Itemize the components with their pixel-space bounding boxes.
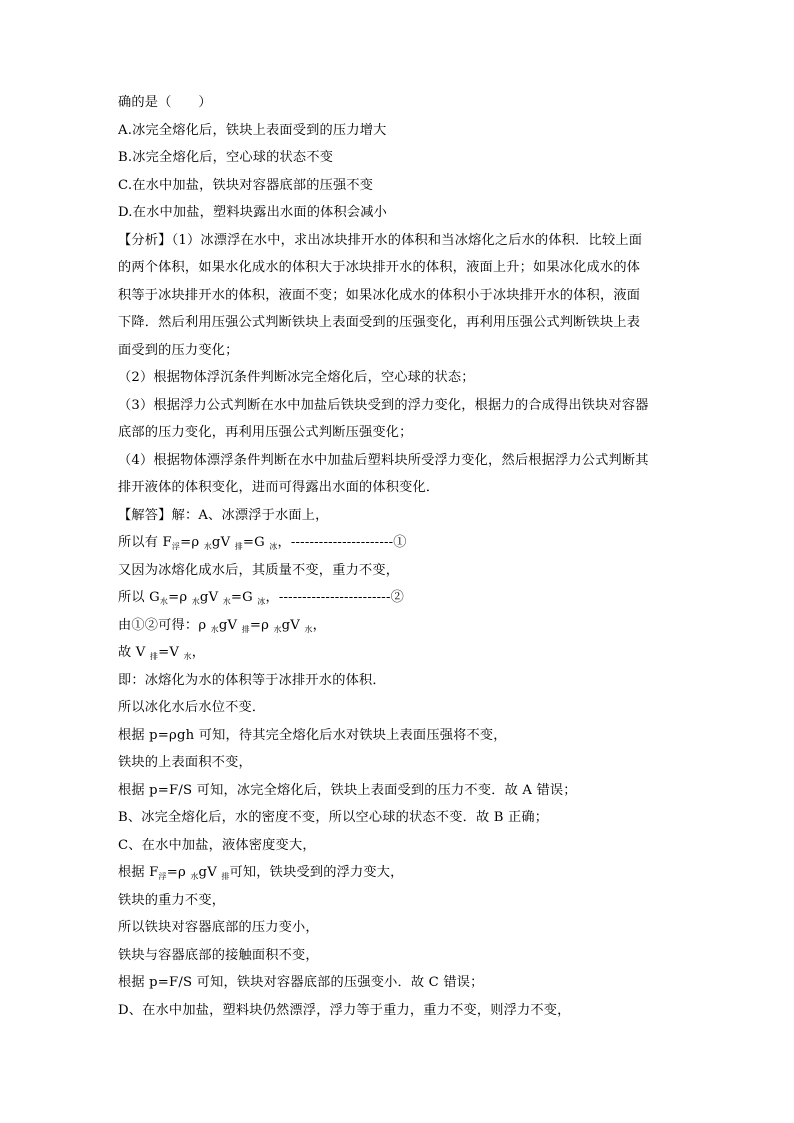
solution-line-16: 铁块与容器底部的接触面积不变， <box>118 948 319 963</box>
solution-line-17: 根据 p=F/S 可知，铁块对容器底部的压强变小．故 C 错误； <box>118 975 484 990</box>
solution-line-14: 铁块的重力不变， <box>118 893 226 908</box>
analysis-line-4: 下降．然后利用压强公式判断铁块上表面受到的压强变化，再利用压强公式判断铁块上表 <box>118 315 641 330</box>
analysis-line-5: 面受到的压力变化； <box>118 343 239 358</box>
solution-line-10: 根据 p=F/S 可知，冰完全熔化后，铁块上表面受到的压力不变．故 A 错误； <box>118 783 577 798</box>
option-a: A.冰完全熔化后，铁块上表面受到的压力增大 <box>118 123 387 138</box>
solution-line-11: B、冰完全熔化后，水的密度不变，所以空心球的状态不变．故 B 正确； <box>118 810 549 825</box>
equation-4: 故 V $_排$=V $_水$， <box>118 645 206 661</box>
solution-line-12: C、在水中加盐，液体密度变大， <box>118 838 316 853</box>
equation-3: 由①②可得：ρ $_水$gV $_排$=ρ $_水$gV $_水$， <box>118 618 327 634</box>
solution-line-8: 根据 p=ρgh 可知，待其完全熔化后水对铁块上表面压强将不变， <box>118 728 507 743</box>
equation-2: 所以 $G_水=\rho$ $_水$gV $_水$=G $_冰$，------------------------② <box>118 590 405 606</box>
solution-line-9: 铁块的上表面积不变， <box>118 755 252 770</box>
equation-1: 所以有 $F_浮=\rho$ $_水$gV $_排$=G $_冰$，----------------------① <box>118 535 407 551</box>
analysis-line-10: 排开液体的体积变化，进而可得露出水面的体积变化． <box>118 480 440 495</box>
option-b: B.冰完全熔化后，空心球的状态不变 <box>118 150 334 165</box>
analysis-line-7: （3）根据浮力公式判断在水中加盐后铁块受到的浮力变化，根据力的合成得出铁块对容器 <box>118 398 649 413</box>
analysis-heading: 【分析】 <box>118 233 172 248</box>
analysis-line-9: （4）根据物体漂浮条件判断在水中加盐后塑料块所受浮力变化，然后根据浮力公式判断其 <box>118 453 649 468</box>
analysis-line-6: （2）根据物体浮沉条件判断冰完全熔化后，空心球的状态； <box>118 370 475 385</box>
question-stem: 确的是（ ） <box>118 95 212 110</box>
option-c: C.在水中加盐，铁块对容器底部的压强不变 <box>118 178 374 193</box>
solution-line-7: 所以冰化水后水位不变． <box>118 700 266 715</box>
solution-heading: 【解答】 <box>118 508 172 523</box>
analysis-line-1: 【分析】（1）冰漂浮在水中，求出冰块排开水的体积和当冰熔化之后水的体积．比较上面 <box>118 233 643 248</box>
analysis-line-3: 积等于冰块排开水的体积，液面不变；如果冰化成水的体积小于冰块排开水的体积，液面 <box>118 288 641 303</box>
analysis-line-8: 底部的压力变化，再利用压强公式判断压强变化； <box>118 425 413 440</box>
analysis-line-2: 的两个体积，如果水化成水的体积大于冰块排开水的体积，液面上升；如果冰化成水的体 <box>118 260 641 275</box>
equation-5: 根据 $F_浮=\rho$ $_水$gV $_排$可知，铁块受到的浮力变大， <box>118 865 404 881</box>
solution-line-1: 【解答】解：A、冰漂浮于水面上， <box>118 508 329 523</box>
solution-line-15: 所以铁块对容器底部的压力变小， <box>118 920 319 935</box>
solution-line-18: D、在水中加盐，塑料块仍然漂浮，浮力等于重力，重力不变，则浮力不变， <box>118 1003 571 1018</box>
solution-line-6: 即：冰熔化为水的体积等于冰排开水的体积． <box>118 673 386 688</box>
solution-line-3: 又因为冰熔化成水后，其质量不变，重力不变， <box>118 563 400 578</box>
option-d: D.在水中加盐，塑料块露出水面的体积会减小 <box>118 205 388 220</box>
